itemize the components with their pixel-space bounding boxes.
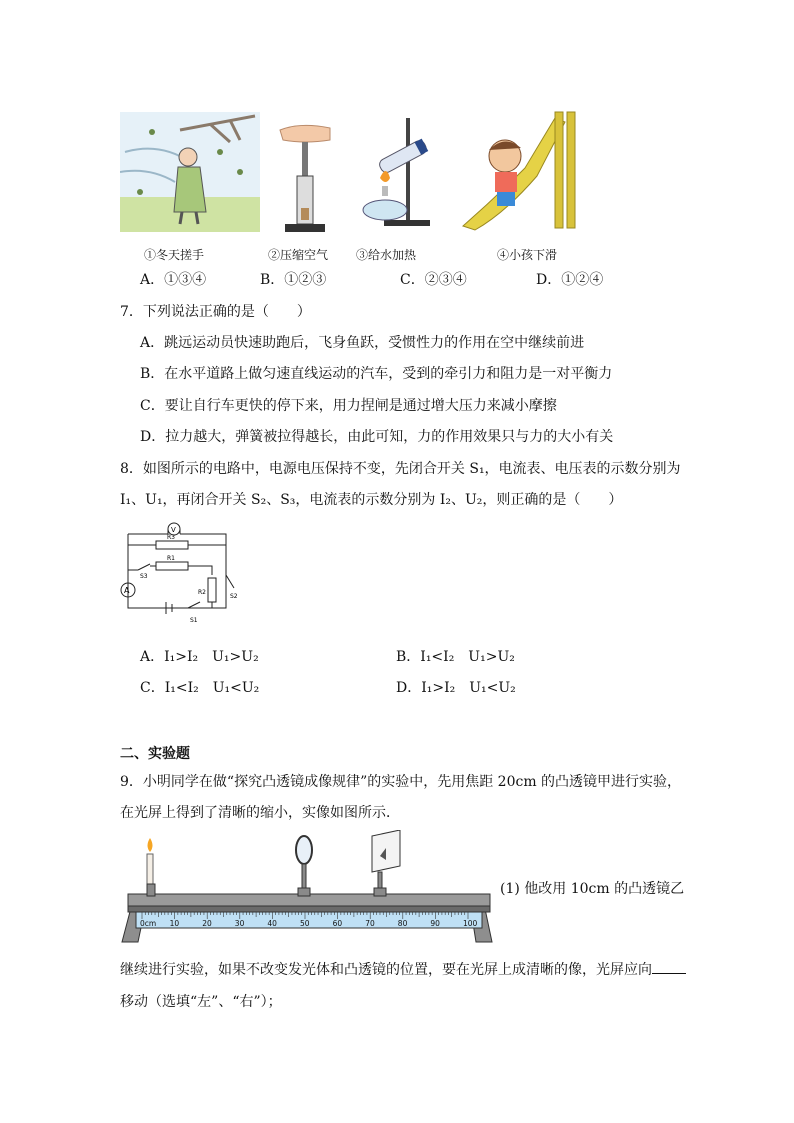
answer-blank[interactable]: [652, 961, 686, 974]
q8-option-d[interactable]: D．I₁>I₂ U₁<U₂: [396, 680, 516, 696]
circuit-diagram: [116, 520, 246, 628]
ruler-tick-label: 100: [463, 919, 478, 928]
q6-option-c[interactable]: C．②③④: [400, 272, 467, 288]
q8-option-a[interactable]: A．I₁>I₂ U₁>U₂: [140, 649, 259, 665]
section-title: 二、实验题: [120, 746, 190, 762]
q7-stem: 7．下列说法正确的是（ ）: [120, 304, 311, 320]
caption-1: ①冬天搓手: [144, 248, 205, 262]
circuit-label-v: V: [171, 526, 176, 534]
optical-bench-diagram: [118, 830, 496, 948]
heating-water-illustration: [350, 112, 440, 230]
ruler-tick-label: 70: [365, 919, 375, 928]
q7-option-a[interactable]: A．跳远运动员快速助跑后，飞身鱼跃，受惯性力的作用在空中继续前进: [140, 335, 585, 351]
q8-option-c[interactable]: C．I₁<I₂ U₁<U₂: [140, 680, 260, 696]
circuit-label-r1: R1: [167, 555, 175, 562]
circuit-label-r3: R3: [167, 534, 175, 541]
q9-stem-line2: 在光屏上得到了清晰的缩小，实像如图所示．: [120, 805, 400, 821]
ruler-tick-label: 90: [430, 919, 440, 928]
q7-option-b[interactable]: B．在水平道路上做匀速直线运动的汽车，受到的牵引力和阻力是一对平衡力: [140, 366, 613, 382]
ruler-tick-label: 60: [332, 919, 343, 928]
q6-option-d[interactable]: D．①②④: [536, 272, 604, 288]
q9-part1-a: (1) 他改用 10cm 的凸透镜乙: [500, 881, 685, 897]
q8-stem-line1: 8．如图所示的电路中，电源电压保持不变，先闭合开关 S₁，电流表、电压表的示数分别为: [120, 461, 681, 477]
q7-option-c[interactable]: C．要让自行车更快的停下来，用力捏闸是通过增大压力来减小摩擦: [140, 398, 557, 414]
child-slide-illustration: [455, 108, 580, 232]
q8-stem-line2: I₁、U₁，再闭合开关 S₂、S₃，电流表的示数分别为 I₂、U₂，则正确的是（ ）: [120, 492, 623, 508]
circuit-label-s2: S2: [230, 593, 238, 600]
q9-part1-b: [120, 959, 686, 979]
caption-2: ②压缩空气: [268, 248, 329, 262]
air-compression-illustration: [275, 118, 335, 236]
q9-stem-line1: 9．小明同学在做“探究凸透镜成像规律”的实验中，先用焦距 20cm 的凸透镜甲进行实验，: [120, 774, 682, 790]
q9-part1-b-text: 继续进行实验，如果不改变发光体和凸透镜的位置，要在光屏上成清晰的像，光屏应向: [120, 962, 652, 978]
circuit-label-s3: S3: [140, 573, 148, 580]
q8-option-b[interactable]: B．I₁<I₂ U₁>U₂: [396, 649, 515, 665]
ruler-tick-label: 10: [169, 919, 180, 928]
circuit-label-r2: R2: [198, 589, 206, 596]
circuit-label-a: A: [124, 586, 130, 595]
ruler-tick-label: 80: [397, 919, 408, 928]
circuit-label-s1: S1: [190, 617, 198, 624]
q7-option-d[interactable]: D．拉力越大，弹簧被拉得越长，由此可知，力的作用效果只与力的大小有关: [140, 429, 614, 445]
caption-4: ④小孩下滑: [497, 248, 558, 262]
q6-option-b[interactable]: B．①②③: [260, 272, 327, 288]
caption-3: ③给水加热: [356, 248, 417, 262]
ruler-tick-label: 20: [202, 919, 212, 928]
ruler-tick-label: 40: [267, 919, 277, 928]
ruler-tick-label: 0cm: [140, 919, 157, 928]
q9-part1-c: 移动（选填“左”、“右”）；: [120, 994, 282, 1010]
q6-option-a[interactable]: A．①③④: [140, 272, 207, 288]
ruler-tick-label: 30: [234, 919, 245, 928]
rubbing-hands-illustration: [120, 112, 260, 232]
ruler-tick-label: 50: [300, 919, 310, 928]
